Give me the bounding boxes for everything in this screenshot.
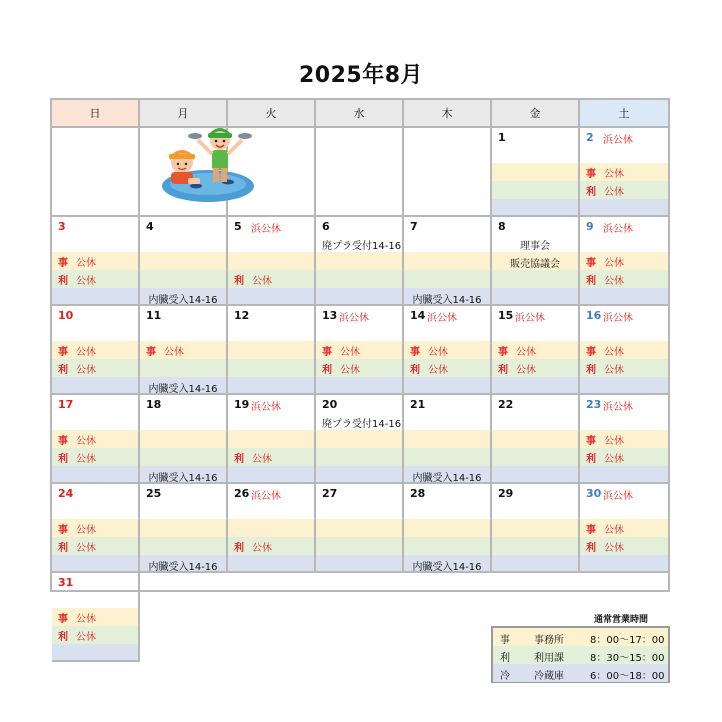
day-cell	[492, 484, 580, 573]
hours-band	[140, 430, 226, 448]
day-cell	[52, 306, 140, 395]
usage-key: 利	[58, 543, 68, 554]
closed-label: 公休	[164, 347, 184, 358]
beach-closed-label: 浜公休	[603, 491, 633, 502]
office-key: 事	[146, 347, 156, 358]
day-number: 24	[58, 487, 74, 500]
usage-closed	[58, 628, 96, 643]
weekday-header: 土	[580, 100, 670, 128]
office-closed	[322, 343, 360, 358]
hours-band	[140, 270, 226, 288]
closed-label: 公休	[76, 614, 96, 625]
office-key: 事	[58, 258, 68, 269]
hours-band	[492, 288, 578, 306]
closed-label: 公休	[604, 187, 624, 198]
hours-band	[316, 252, 402, 270]
office-key: 事	[410, 347, 420, 358]
beach-closed-label: 浜公休	[603, 135, 633, 146]
office-closed	[586, 254, 624, 269]
hours-band	[404, 519, 490, 537]
beach-closed-label: 浜公休	[427, 313, 457, 324]
usage-closed	[234, 450, 272, 465]
offal-intake-note: 内臓受入14-16	[412, 295, 482, 306]
day-cell	[140, 217, 228, 306]
legend-row-fridge	[493, 664, 668, 682]
day-cell	[404, 395, 492, 484]
offal-intake-note: 内臓受入14-16	[148, 473, 218, 484]
day-cell	[492, 217, 580, 306]
day-number: 26	[234, 487, 250, 500]
hours-band	[228, 252, 314, 270]
legend-name: 冷蔵庫	[534, 671, 564, 682]
day-cell	[492, 395, 580, 484]
day-cell	[316, 217, 404, 306]
empty-day-cell	[52, 128, 140, 217]
day-cell	[140, 484, 228, 573]
closed-label: 公休	[76, 347, 96, 358]
hours-band	[492, 430, 578, 448]
usage-closed	[58, 539, 96, 554]
day-cell	[316, 484, 404, 573]
hours-band	[316, 537, 402, 555]
hours-band	[316, 270, 402, 288]
usage-key: 利	[410, 365, 420, 376]
office-closed	[58, 343, 96, 358]
usage-key: 利	[234, 543, 244, 554]
closed-label: 公休	[76, 258, 96, 269]
hours-band	[492, 537, 578, 555]
plastic-waste-note: 廃プラ受付14-16	[322, 241, 402, 252]
hours-band	[580, 466, 668, 484]
hours-band	[228, 555, 314, 573]
plastic-waste-note: 廃プラ受付14-16	[322, 419, 402, 430]
hours-band	[228, 288, 314, 306]
weekday-header: 火	[228, 100, 316, 128]
day-number: 10	[58, 309, 74, 322]
usage-key: 利	[586, 454, 596, 465]
closed-label: 公休	[428, 365, 448, 376]
office-closed	[586, 432, 624, 447]
event-label: 理事会	[520, 241, 550, 252]
office-closed	[586, 343, 624, 358]
kids-fishing-illustration	[152, 120, 264, 206]
day-number: 7	[410, 220, 418, 233]
office-key: 事	[58, 614, 68, 625]
closed-label: 公休	[604, 276, 624, 287]
day-number: 9	[586, 220, 594, 233]
hours-band	[492, 377, 578, 395]
usage-key: 利	[58, 365, 68, 376]
day-cell	[52, 217, 140, 306]
day-cell	[140, 395, 228, 484]
usage-key: 利	[586, 543, 596, 554]
hours-band	[228, 430, 314, 448]
day-number: 13	[322, 309, 338, 322]
hours-band	[492, 555, 578, 573]
usage-key: 利	[58, 632, 68, 643]
usage-closed	[586, 272, 624, 287]
hours-band	[316, 519, 402, 537]
day-cell	[228, 306, 316, 395]
hours-band	[404, 430, 490, 448]
hours-band	[228, 377, 314, 395]
hours-band	[580, 199, 668, 217]
office-key: 事	[498, 347, 508, 358]
beach-closed-label: 浜公休	[515, 313, 545, 324]
day-cell	[580, 306, 670, 395]
usage-closed	[58, 272, 96, 287]
hours-band	[52, 377, 138, 395]
hours-band	[140, 252, 226, 270]
empty-day-cell	[404, 128, 492, 217]
hours-band	[316, 555, 402, 573]
day-number: 17	[58, 398, 74, 411]
offal-intake-note: 内臓受入14-16	[148, 384, 218, 395]
day-number: 12	[234, 309, 250, 322]
beach-closed-label: 浜公休	[603, 313, 633, 324]
hours-band	[492, 163, 578, 181]
usage-closed	[234, 272, 272, 287]
office-closed	[586, 165, 624, 180]
closed-label: 公休	[340, 365, 360, 376]
hours-band	[316, 448, 402, 466]
office-key: 事	[586, 258, 596, 269]
legend-name: 利用課	[534, 653, 564, 664]
offal-intake-note: 内臓受入14-16	[412, 562, 482, 573]
usage-key: 利	[498, 365, 508, 376]
closed-label: 公休	[604, 365, 624, 376]
day-number: 19	[234, 398, 250, 411]
usage-closed	[234, 539, 272, 554]
hours-band	[492, 270, 578, 288]
usage-closed	[410, 361, 448, 376]
closed-label: 公休	[76, 525, 96, 536]
hours-band	[492, 519, 578, 537]
weekday-header: 水	[316, 100, 404, 128]
usage-closed	[58, 450, 96, 465]
legend-row-usage	[493, 646, 668, 664]
empty-day-cell	[316, 128, 404, 217]
closed-label: 公休	[604, 258, 624, 269]
day-cell	[52, 573, 140, 662]
day-number: 28	[410, 487, 426, 500]
day-cell	[316, 306, 404, 395]
hours-band	[140, 537, 226, 555]
hours-band	[228, 359, 314, 377]
day-number: 14	[410, 309, 426, 322]
office-closed	[58, 521, 96, 536]
day-cell	[492, 306, 580, 395]
closed-label: 公休	[340, 347, 360, 358]
closed-label: 公休	[516, 347, 536, 358]
offal-intake-note: 内臓受入14-16	[148, 562, 218, 573]
hours-band	[52, 288, 138, 306]
closed-label: 公休	[76, 276, 96, 287]
usage-closed	[58, 361, 96, 376]
day-cell	[228, 217, 316, 306]
day-number: 3	[58, 220, 66, 233]
day-number: 6	[322, 220, 330, 233]
day-cell	[580, 217, 670, 306]
day-number: 25	[146, 487, 162, 500]
closed-label: 公休	[76, 365, 96, 376]
legend-key: 事	[500, 635, 510, 646]
day-cell	[140, 306, 228, 395]
calendar-title: 2025年8月	[298, 63, 424, 88]
office-key: 事	[58, 525, 68, 536]
closed-label: 公休	[76, 632, 96, 643]
closed-label: 公休	[76, 543, 96, 554]
day-cell	[404, 484, 492, 573]
usage-key: 利	[58, 276, 68, 287]
hours-band	[52, 466, 138, 484]
hours-band	[492, 199, 578, 217]
hours-band	[492, 448, 578, 466]
hours-band	[316, 430, 402, 448]
usage-key: 利	[586, 276, 596, 287]
hours-band	[404, 377, 490, 395]
day-number: 15	[498, 309, 514, 322]
office-key: 事	[586, 436, 596, 447]
hours-band	[492, 181, 578, 199]
hours-band	[228, 466, 314, 484]
office-closed	[498, 343, 536, 358]
hours-band	[140, 448, 226, 466]
day-number: 2	[586, 131, 594, 144]
day-cell	[52, 484, 140, 573]
day-number: 5	[234, 220, 242, 233]
usage-closed	[586, 539, 624, 554]
day-cell	[228, 484, 316, 573]
day-number: 16	[586, 309, 602, 322]
closed-label: 公休	[428, 347, 448, 358]
closed-label: 公休	[516, 365, 536, 376]
closed-label: 公休	[604, 436, 624, 447]
beach-closed-label: 浜公休	[251, 491, 281, 502]
day-cell	[316, 395, 404, 484]
hours-band	[404, 252, 490, 270]
hours-band	[316, 288, 402, 306]
office-closed	[58, 254, 96, 269]
hours-band	[316, 466, 402, 484]
day-cell	[52, 395, 140, 484]
usage-closed	[322, 361, 360, 376]
office-key: 事	[586, 169, 596, 180]
legend-title: 通常営業時間	[594, 615, 649, 625]
legend-key: 冷	[500, 671, 510, 682]
usage-key: 利	[322, 365, 332, 376]
hours-band	[580, 555, 668, 573]
legend-hours: 8：30〜15：00	[590, 653, 665, 664]
day-cell	[580, 484, 670, 573]
day-number: 27	[322, 487, 338, 500]
usage-closed	[586, 183, 624, 198]
weekday-header: 日	[52, 100, 140, 128]
closed-label: 公休	[604, 169, 624, 180]
day-number: 4	[146, 220, 154, 233]
office-key: 事	[322, 347, 332, 358]
usage-key: 利	[234, 276, 244, 287]
day-number: 20	[322, 398, 338, 411]
day-cell	[404, 217, 492, 306]
offal-intake-note: 内臓受入14-16	[412, 473, 482, 484]
weekday-header: 金	[492, 100, 580, 128]
office-closed	[58, 610, 96, 625]
offal-intake-note: 内臓受入14-16	[148, 295, 218, 306]
office-key: 事	[58, 347, 68, 358]
hours-band	[316, 377, 402, 395]
day-number: 21	[410, 398, 426, 411]
hours-band	[580, 377, 668, 395]
usage-key: 利	[234, 454, 244, 465]
closed-label: 公休	[252, 276, 272, 287]
day-cell	[580, 128, 670, 217]
office-key: 事	[586, 525, 596, 536]
office-key: 事	[58, 436, 68, 447]
business-hours-legend	[491, 626, 670, 683]
usage-closed	[498, 361, 536, 376]
beach-closed-label: 浜公休	[603, 402, 633, 413]
office-closed	[146, 343, 184, 358]
legend-hours: 8：00〜17：00	[590, 635, 665, 646]
day-number: 11	[146, 309, 162, 322]
hours-band	[404, 270, 490, 288]
day-cell	[228, 395, 316, 484]
hours-band	[228, 341, 314, 359]
legend-hours: 6：00〜18：00	[590, 671, 665, 682]
day-number: 22	[498, 398, 514, 411]
day-number: 30	[586, 487, 602, 500]
hours-band	[580, 288, 668, 306]
legend-row-office	[493, 628, 668, 646]
weekday-header: 月	[140, 100, 228, 128]
usage-closed	[586, 450, 624, 465]
day-number: 18	[146, 398, 162, 411]
beach-closed-label: 浜公休	[603, 224, 633, 235]
office-closed	[58, 432, 96, 447]
day-cell	[580, 395, 670, 484]
usage-key: 利	[58, 454, 68, 465]
event-label: 販売協議会	[510, 259, 560, 270]
day-number: 23	[586, 398, 602, 411]
hours-band	[52, 555, 138, 573]
legend-name: 事務所	[534, 635, 564, 646]
closed-label: 公休	[252, 454, 272, 465]
closed-label: 公休	[604, 543, 624, 554]
beach-closed-label: 浜公休	[339, 313, 369, 324]
hours-band	[404, 537, 490, 555]
closed-label: 公休	[252, 543, 272, 554]
day-number: 8	[498, 220, 506, 233]
office-key: 事	[586, 347, 596, 358]
day-cell	[492, 128, 580, 217]
hours-band	[492, 466, 578, 484]
office-closed	[586, 521, 624, 536]
closed-label: 公休	[604, 454, 624, 465]
weekday-header: 木	[404, 100, 492, 128]
closed-label: 公休	[76, 454, 96, 465]
usage-closed	[586, 361, 624, 376]
hours-band	[52, 644, 138, 662]
usage-key: 利	[586, 365, 596, 376]
hours-band	[228, 519, 314, 537]
hours-band	[140, 519, 226, 537]
hours-band	[404, 448, 490, 466]
closed-label: 公休	[604, 525, 624, 536]
office-closed	[410, 343, 448, 358]
hours-band	[140, 359, 226, 377]
day-number: 31	[58, 576, 74, 589]
legend-key: 利	[500, 653, 510, 664]
beach-closed-label: 浜公休	[251, 402, 281, 413]
beach-closed-label: 浜公休	[251, 224, 281, 235]
closed-label: 公休	[76, 436, 96, 447]
day-cell	[404, 306, 492, 395]
day-number: 29	[498, 487, 514, 500]
day-number: 1	[498, 131, 506, 144]
usage-key: 利	[586, 187, 596, 198]
closed-label: 公休	[604, 347, 624, 358]
